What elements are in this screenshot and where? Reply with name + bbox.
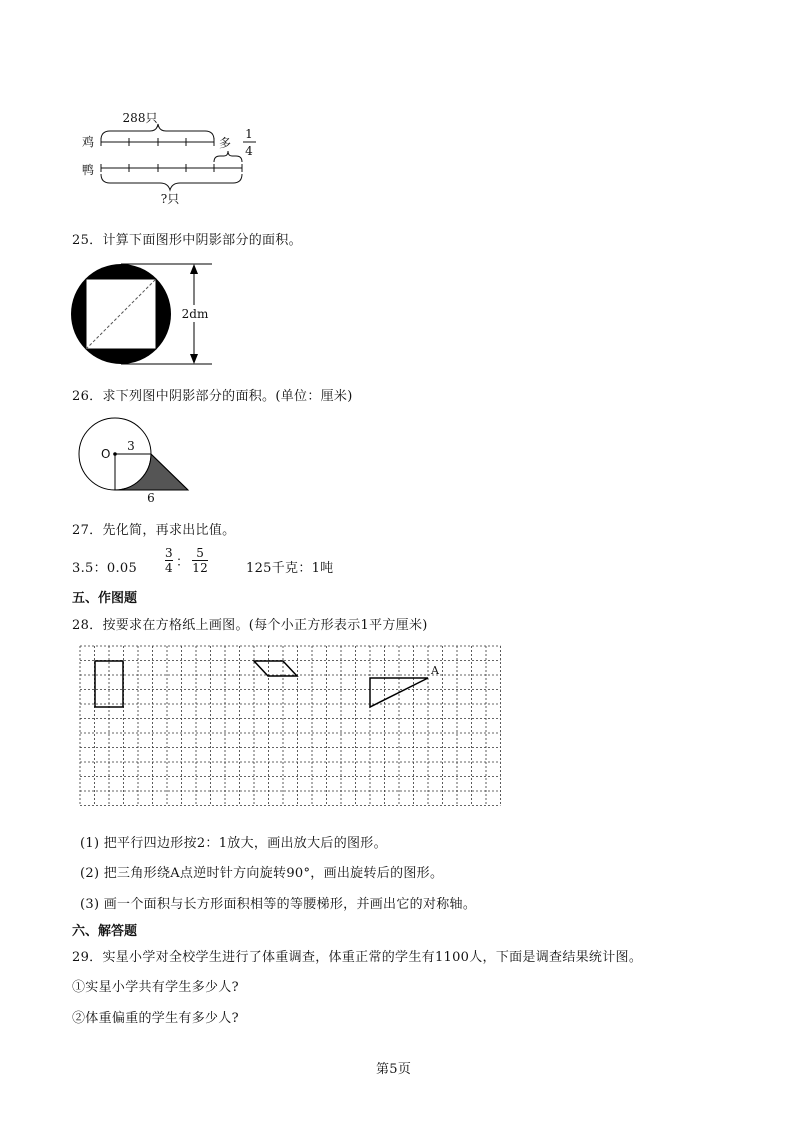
question-26: 26．求下列图中阴影部分的面积。(单位：厘米): [72, 389, 353, 404]
radius-label: 3: [127, 439, 135, 453]
ratio-expr-1: 3.5：0.05: [72, 561, 138, 576]
question-29-part-1: ①实星小学共有学生多少人?: [72, 980, 239, 995]
duck-label: 鸭: [82, 163, 95, 177]
center-label: O: [101, 447, 111, 461]
question-28-part-2: (2) 把三角形绕A点逆时针方向旋转90°，画出旋转后的图形。: [80, 866, 444, 881]
question-28: 28．按要求在方格纸上画图。(每个小正方形表示1平方厘米): [72, 618, 428, 633]
point-a-label: A: [431, 664, 439, 677]
parallelogram-shape: [254, 661, 297, 676]
chicken-label: 鸡: [82, 135, 95, 149]
fraction-numerator: 1: [245, 127, 253, 141]
question-28-part-3: (3) 画一个面积与长方形面积相等的等腰梯形，并画出它的对称轴。: [80, 897, 477, 912]
ratio-separator: ：: [175, 555, 190, 570]
question-29: 29．实星小学对全校学生进行了体重调查，体重正常的学生有1100人，下面是调查结果统计图。: [72, 950, 643, 965]
section-5-title: 五、作图题: [72, 591, 138, 606]
page-number: 第5页: [376, 1062, 412, 1077]
section-6-title: 六、解答题: [72, 924, 138, 939]
bottom-count-label: ?只: [160, 192, 180, 206]
top-count-label: 288只: [122, 111, 158, 125]
question-27: 27．先化简，再求出比值。: [72, 523, 236, 538]
question-28-part-1: (1) 把平行四边形按2：1放大，画出放大后的图形。: [80, 836, 387, 851]
base-label: 6: [147, 491, 155, 505]
fraction-denominator: 4: [245, 144, 253, 158]
more-label: 多: [219, 136, 232, 150]
dimension-label: 2dm: [181, 307, 209, 321]
question-29-part-2: ②体重偏重的学生有多少人?: [72, 1011, 239, 1026]
fraction-right: $\frac{5}{12}$: [192, 546, 209, 575]
question-25: 25．计算下面图形中阴影部分的面积。: [72, 233, 302, 248]
ratio-expr-3: 125千克：1吨: [246, 561, 334, 576]
fraction-left: $\frac{3}{4}$: [165, 546, 173, 575]
